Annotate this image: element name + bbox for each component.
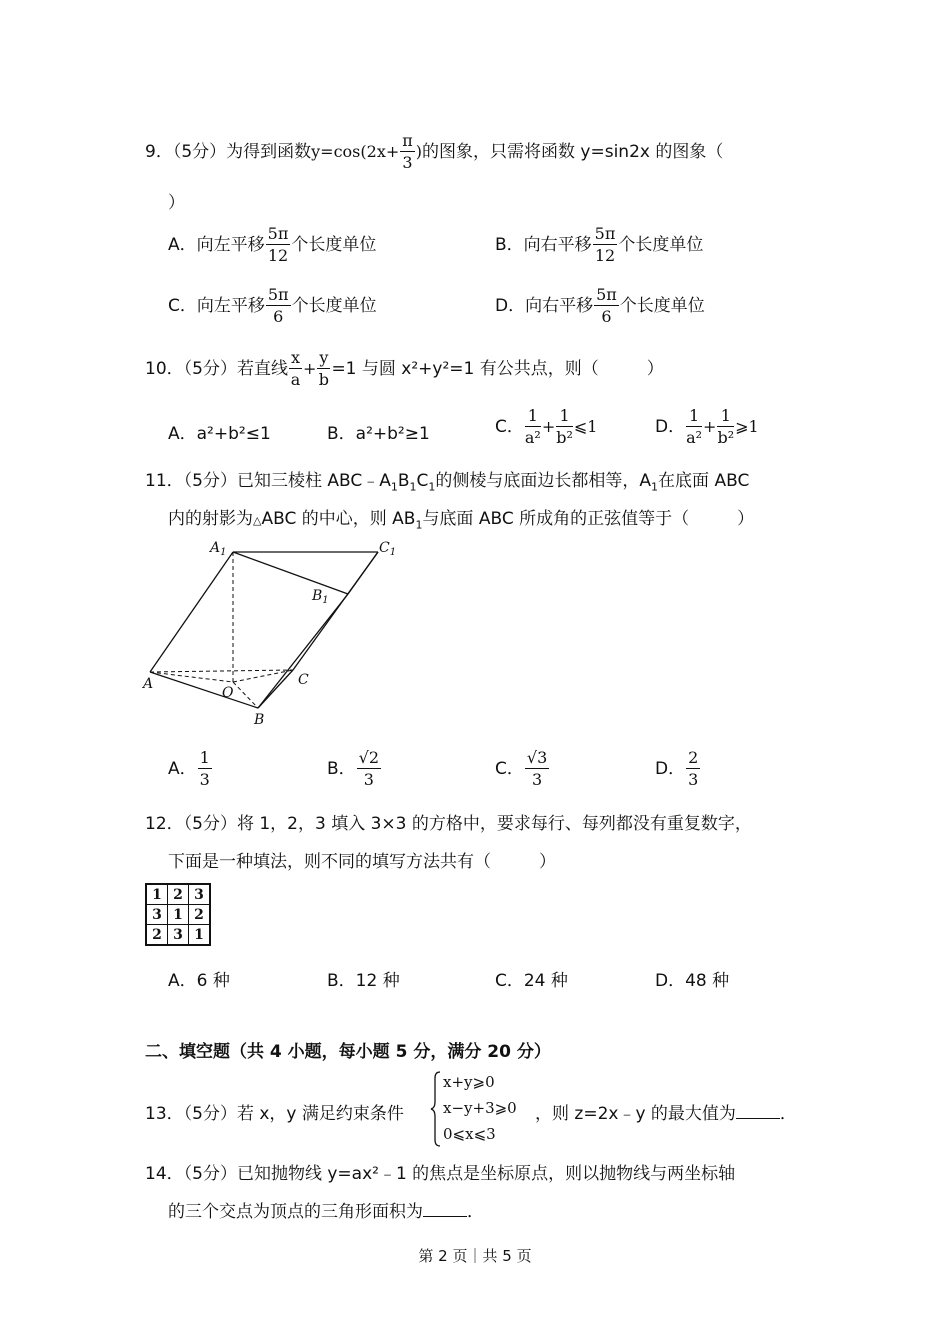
grid-cell: 1 xyxy=(168,905,189,925)
q12-option-c[interactable]: C．24 种 xyxy=(495,971,568,991)
q11-prism-figure xyxy=(140,532,400,732)
q9-option-c[interactable]: C．向左平移 $\frac{5\pi}{6}$ 个长度单位 xyxy=(168,285,377,326)
grid-cell: 1 xyxy=(146,884,168,905)
grid-cell: 3 xyxy=(146,905,168,925)
q9-option-a[interactable]: A．向左平移 $\frac{5\pi}{12}$ 个长度单位 xyxy=(168,224,377,265)
grid-cell: 3 xyxy=(189,884,211,905)
q13-suffix: ，则 z=2x﹣y 的最大值为 ． xyxy=(535,1104,797,1124)
q12-stem-line1: 12．（5分）将 1，2，3 填入 3×3 的方格中，要求每行、每列都没有重复数字， xyxy=(145,814,752,834)
q13-prefix: 13．（5分）若 x，y 满足约束条件 xyxy=(145,1104,404,1124)
q9-stem: 9．（5分）为得到函数y=cos(2x+ $\frac{\pi}{3}$ )的图象，只需将函数 y=sin2x 的图象（ xyxy=(145,131,724,172)
q10-option-c[interactable]: C． $\frac{1}{\text{a²}}$ + $\frac{1}{\text{b²}}$ ⩽1 xyxy=(495,406,598,447)
grid-cell: 2 xyxy=(168,884,189,905)
q10-stem: 10．（5分）若直线 $\frac{x}{a}$ + $\frac{y}{b}$ =1 与圆 x²+y²=1 有公共点，则（ ） xyxy=(145,348,664,389)
q12-option-b[interactable]: B．12 种 xyxy=(327,971,400,991)
q11-option-d[interactable]: D． $\frac{2}{3}$ xyxy=(655,748,699,789)
grid-cell: 3 xyxy=(168,925,189,946)
q13-constraint-2: x−y+3⩾0 xyxy=(443,1099,517,1117)
label-b1: $B_1$ xyxy=(312,588,329,606)
q9-option-d[interactable]: D．向右平移 $\frac{5\pi}{6}$ 个长度单位 xyxy=(495,285,705,326)
answer-blank[interactable] xyxy=(423,1202,467,1217)
label-b: B xyxy=(254,712,265,728)
label-a: A xyxy=(143,676,154,692)
label-c: C xyxy=(298,672,309,688)
q9-option-b[interactable]: B．向右平移 $\frac{5\pi}{12}$ 个长度单位 xyxy=(495,224,704,265)
q10-option-d[interactable]: D． $\frac{1}{\text{a²}}$ + $\frac{1}{\text{b²}}$ ⩾1 xyxy=(655,406,759,447)
grid-cell: 1 xyxy=(189,925,211,946)
left-brace-icon xyxy=(430,1070,442,1148)
label-c1: $C_1$ xyxy=(379,540,397,558)
q13-constraint-3: 0⩽x⩽3 xyxy=(443,1125,496,1143)
label-o: O xyxy=(222,685,234,701)
grid-cell: 2 xyxy=(146,925,168,946)
q14-stem-line1: 14．（5分）已知抛物线 y=ax²﹣1 的焦点是坐标原点，则以抛物线与两坐标轴 xyxy=(145,1164,736,1184)
page-footer: 第 2 页｜共 5 页 xyxy=(418,1247,532,1265)
q9-pi-over-3: $\frac{\pi}{3}$ xyxy=(402,131,413,172)
answer-blank[interactable] xyxy=(736,1104,780,1119)
q14-stem-line2: 的三个交点为顶点的三角形面积为 ． xyxy=(168,1202,484,1222)
q10-option-a[interactable]: A．a²+b²≤1 xyxy=(168,424,271,444)
q10-option-b[interactable]: B．a²+b²≥1 xyxy=(327,424,430,444)
q12-option-d[interactable]: D．48 种 xyxy=(655,971,730,991)
section-heading: 二、填空题（共 4 小题，每小题 5 分，满分 20 分） xyxy=(145,1042,551,1062)
q12-option-a[interactable]: A．6 种 xyxy=(168,971,230,991)
q11-option-a[interactable]: A． $\frac{1}{3}$ xyxy=(168,748,210,789)
q11-option-b[interactable]: B． $\frac{√2}{3}$ xyxy=(327,748,380,789)
q11-stem-line1: 11．（5分）已知三棱柱 $ABC﹣A_1B_1C_1$的侧棱与底面边长都相等，$A_1$在底面 ABC xyxy=(145,471,750,494)
q13-constraint-1: x+y⩾0 xyxy=(443,1073,495,1091)
q11-option-c[interactable]: C． $\frac{√3}{3}$ xyxy=(495,748,548,789)
label-a1: $A_1$ xyxy=(210,540,227,558)
grid-cell: 2 xyxy=(189,905,211,925)
q12-stem-line2: 下面是一种填法，则不同的填写方法共有（ ） xyxy=(168,852,556,872)
q9-close-paren: ） xyxy=(168,193,185,213)
q12-latin-square xyxy=(145,883,211,946)
q11-stem-line2: 内的射影为△ABC 的中心，则 $AB_1$与底面 ABC 所成角的正弦值等于（ ） xyxy=(168,509,755,532)
